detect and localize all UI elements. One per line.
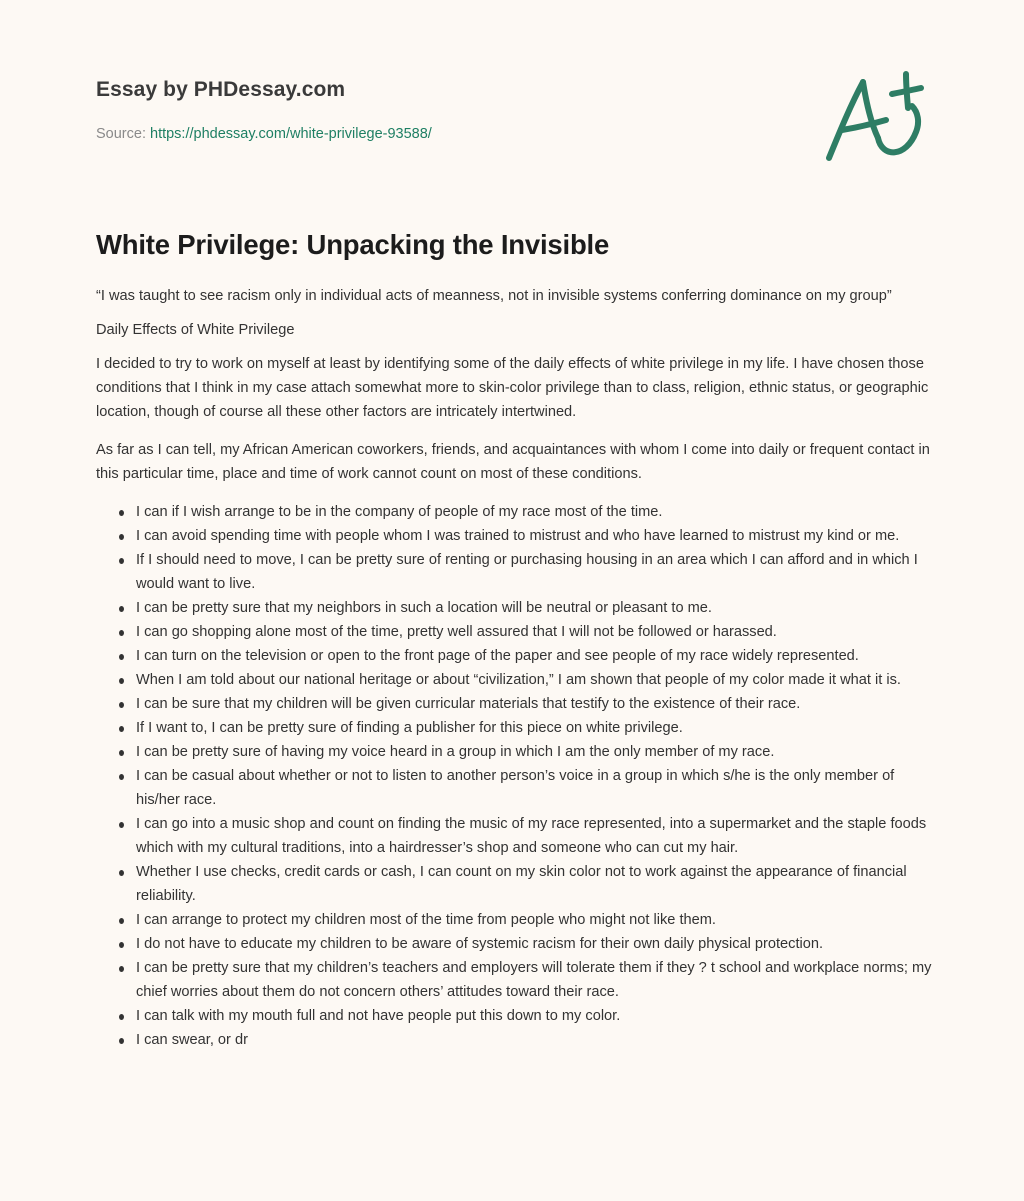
article-content <box>96 226 936 1052</box>
list-item <box>136 1004 936 1028</box>
bullet-icon <box>119 942 124 948</box>
list-item-text: I can be pretty sure that my children’s teachers and employers will tolerate them if they ? t school and workplace norms; my chief worries about them do not concern others’ attitudes toward their race. <box>136 960 932 1000</box>
list-item-text: I can talk with my mouth full and not have people put this down to my color. <box>136 1008 621 1024</box>
list-item-text: If I should need to move, I can be pretty sure of renting or purchasing housing in an area which I can afford and in which I would want to live. <box>136 552 918 592</box>
article-title: White Privilege: Unpacking the Invisible <box>96 229 610 260</box>
list-item-text: I can be pretty sure of having my voice heard in a group in which I am the only member of my race. <box>136 744 775 760</box>
list-item <box>136 692 936 716</box>
bullet-icon <box>119 774 124 780</box>
page-header <box>96 76 696 144</box>
list-item-text: If I want to, I can be pretty sure of finding a publisher for this piece on white privilege. <box>136 720 683 736</box>
list-item-text: I do not have to educate my children to be aware of systemic racism for their own daily physical protection. <box>136 936 824 952</box>
list-item-text: I can be sure that my children will be given curricular materials that testify to the existence of their race. <box>136 696 801 712</box>
brand-title: Essay by PHDessay.com <box>96 78 346 101</box>
list-item <box>136 860 936 908</box>
list-item-text: I can be casual about whether or not to listen to another person’s voice in a group in which s/he is the only member of his/her race. <box>136 768 895 808</box>
list-item <box>136 764 936 812</box>
list-item <box>136 956 936 1004</box>
a-plus-grade-icon <box>820 66 930 166</box>
bullet-icon <box>119 678 124 684</box>
list-item-text: I can go shopping alone most of the time, pretty well assured that I will not be followed or harassed. <box>136 624 777 640</box>
list-item-text: I can swear, or dr <box>136 1032 248 1048</box>
bullet-icon <box>119 510 124 516</box>
paragraph: As far as I can tell, my African American coworkers, friends, and acquaintances with whom I come into daily or frequent contact in this particular time, place and time of work cannot count on most of these conditions. <box>96 442 930 482</box>
source-link[interactable]: https://phdessay.com/white-privilege-93588/ <box>150 126 432 142</box>
list-item-text: I can be pretty sure that my neighbors in such a location will be neutral or pleasant to me. <box>136 600 712 616</box>
bullet-icon <box>119 654 124 660</box>
list-item <box>136 716 936 740</box>
source-label: Source: <box>96 126 150 142</box>
list-item <box>136 908 936 932</box>
section-subheading: Daily Effects of White Privilege <box>96 322 295 338</box>
list-item-text: I can if I wish arrange to be in the company of people of my race most of the time. <box>136 504 663 520</box>
paragraph: I decided to try to work on myself at least by identifying some of the daily effects of white privilege in my life. I have chosen those conditions that I think in my case attach somewhat more to skin-color privilege than to class, religion, ethnic status, or geographic location, though of course all these other factors are intricately intertwined. <box>96 356 929 420</box>
list-item-text: I can avoid spending time with people whom I was trained to mistrust and who have learned to mistrust my kind or me. <box>136 528 900 544</box>
list-item <box>136 812 936 860</box>
bullet-icon <box>119 534 124 540</box>
list-item <box>136 524 936 548</box>
source-line <box>96 124 696 144</box>
list-item-text: When I am told about our national heritage or about “civilization,” I am shown that people of my color made it what it is. <box>136 672 901 688</box>
bullet-icon <box>119 918 124 924</box>
bullet-icon <box>119 1014 124 1020</box>
bullet-icon <box>119 630 124 636</box>
list-item <box>136 620 936 644</box>
list-item <box>136 1028 936 1052</box>
list-item <box>136 932 936 956</box>
list-item-text: Whether I use checks, credit cards or cash, I can count on my skin color not to work against the appearance of financial reliability. <box>136 864 907 904</box>
bullet-icon <box>119 750 124 756</box>
bullet-icon <box>119 822 124 828</box>
list-item-text: I can arrange to protect my children most of the time from people who might not like them. <box>136 912 716 928</box>
list-item <box>136 644 936 668</box>
bullet-icon <box>119 726 124 732</box>
list-item <box>136 596 936 620</box>
list-item-text: I can go into a music shop and count on finding the music of my race represented, into a supermarket and the staple foods which with my cultural traditions, into a hairdresser’s shop and someone who can cut my hair. <box>136 816 927 856</box>
bullet-icon <box>119 702 124 708</box>
bullet-icon <box>119 870 124 876</box>
bullet-icon <box>119 558 124 564</box>
list-item <box>136 500 936 524</box>
bullet-icon <box>119 1038 124 1044</box>
privilege-list <box>96 500 936 1052</box>
list-item-text: I can turn on the television or open to the front page of the paper and see people of my race widely represented. <box>136 648 859 664</box>
list-item <box>136 548 936 596</box>
list-item <box>136 668 936 692</box>
bullet-icon <box>119 606 124 612</box>
list-item <box>136 740 936 764</box>
bullet-icon <box>119 966 124 972</box>
opening-quote: “I was taught to see racism only in individual acts of meanness, not in invisible systems conferring dominance on my group” <box>96 288 892 304</box>
